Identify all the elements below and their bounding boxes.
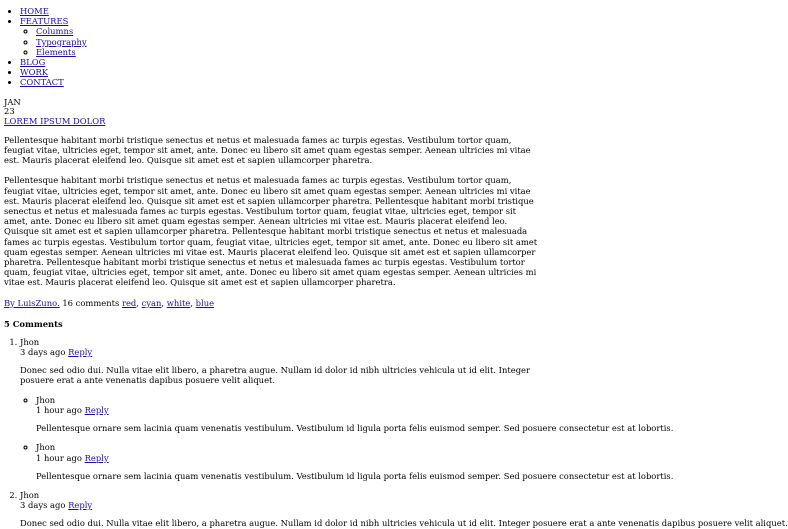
reply-link[interactable]: Reply (84, 452, 109, 463)
post-date (4, 98, 540, 116)
comment-text: Donec sed odio dui. Nulla vitae elit libero, a pharetra augue. Nullam id dolor id nibh ultricies vehicula ut id elit. Integer posuere erat a ante venenatis dapibus posuere velit aliquet. (20, 365, 531, 386)
nav-item-contact (20, 77, 540, 87)
replies-list (20, 394, 674, 481)
post-date-month: JAN (4, 96, 21, 107)
reply-author: ◦ Jhon (36, 394, 56, 405)
tag-link-cyan[interactable]: cyan (141, 297, 162, 308)
nav-item-blog (20, 57, 540, 67)
tag-link-red[interactable]: red (121, 297, 137, 308)
reply-item (36, 394, 674, 434)
nav-link-elements[interactable]: Elements (36, 46, 76, 57)
tag-link-blue[interactable]: blue (195, 297, 215, 308)
reply-time: 1 hour ago (36, 404, 82, 415)
comments-count: 16 comments (62, 297, 120, 308)
comment-author: 2. Jhon (20, 489, 40, 500)
comment-text: Donec sed odio dui. Nulla vitae elit libero, a pharetra augue. Nullam id dolor id nibh ultricies vehicula ut id elit. Integer posuere erat a ante venenatis dapibus posuere velit aliquet. (20, 518, 788, 529)
nav-link-contact[interactable]: CONTACT (20, 77, 64, 88)
author-link[interactable]: By LuisZuno. (4, 297, 60, 308)
tag-link-white[interactable]: white (166, 297, 191, 308)
submenu-item-columns (36, 26, 540, 36)
reply-author: ◦ Jhon (36, 442, 56, 453)
nav-link-features[interactable]: FEATURES (20, 16, 69, 27)
post-date-day: 23 (4, 105, 15, 116)
reply-text: Pellentesque ornare sem lacinia quam venenatis vestibulum. Vestibulum id ligula porta felis euismod semper. Sed posuere consectetur est at lobortis. (36, 470, 674, 481)
nav-link-home[interactable]: HOME (20, 6, 49, 16)
nav-item-features (20, 16, 540, 57)
submenu-item-elements (36, 47, 540, 57)
comment-time: 3 days ago (20, 500, 66, 511)
nav-item-home (20, 6, 540, 16)
comment-author: 1. Jhon (20, 336, 40, 347)
submenu-item-typography (36, 37, 540, 47)
reply-text: Pellentesque ornare sem lacinia quam venenatis vestibulum. Vestibulum id ligula porta felis euismod semper. Sed posuere consectetur est at lobortis. (36, 423, 674, 434)
reply-item (36, 442, 674, 481)
comment-time: 3 days ago (20, 347, 66, 358)
comment-item (20, 336, 674, 481)
reply-meta (36, 405, 540, 415)
comments-heading: 5 Comments (4, 318, 63, 329)
reply-time: 1 hour ago (36, 452, 82, 463)
post-title-link[interactable]: LOREM IPSUM DOLOR (4, 115, 106, 126)
features-submenu (20, 26, 540, 57)
nav-link-blog[interactable]: BLOG (20, 57, 46, 68)
post-meta: By LuisZuno. 16 comments red, cyan, white, blue (4, 297, 215, 308)
comment-meta (20, 347, 540, 357)
comment-meta (20, 500, 540, 510)
nav-link-typography[interactable]: Typography (36, 36, 87, 47)
reply-link[interactable]: Reply (68, 347, 93, 358)
reply-meta (36, 453, 540, 463)
nav-link-work[interactable]: WORK (20, 67, 49, 78)
reply-link[interactable]: Reply (68, 500, 93, 511)
comment-item (20, 489, 788, 529)
post-paragraph-1: Pellentesque habitant morbi tristique senectus et netus et malesuada fames ac turpis egestas. Vestibulum tortor quam, feugiat vitae, ultricies eget, tempor sit amet, ante. Donec eu libero sit amet quam egestas semper. Aenean ultricies mi vitae est. Mauris placerat eleifend leo. Quisque sit amet est et sapien ullamcorper pharetra. (4, 134, 531, 166)
comments-list (4, 336, 788, 529)
post-paragraph-2: Pellentesque habitant morbi tristique senectus et netus et malesuada fames ac turpis egestas. Vestibulum tortor quam, feugiat vitae, ultricies eget, tempor sit amet, ante. Donec eu libero sit amet quam egestas semper. Aenean ultricies mi vitae est. Mauris placerat eleifend leo. Quisque sit amet est et sapien ullamcorper pharetra. Pellentesque habitant morbi tristique senectus et netus et malesuada fames ac turpis egestas. Vestibulum tortor quam, feugiat vitae, ultricies eget, tempor sit amet, ante. Donec eu libero sit amet quam egestas semper. Aenean ultricies mi vitae est. Mauris placerat eleifend leo. Quisque sit amet est et sapien ullamcorper pharetra. Pellentesque habitant morbi tristique senectus et netus et malesuada fames ac turpis egestas. Vestibulum tortor quam, feugiat vitae, ultricies eget, tempor sit amet, ante. Donec eu libero sit amet quam egestas semper. Aenean ultricies mi vitae est. Mauris placerat eleifend leo. Quisque sit amet est et sapien ullamcorper pharetra. Pellentesque habitant morbi tristique senectus et netus et malesuada fames ac turpis egestas. Vestibulum tortor quam, feugiat vitae, ultricies eget, tempor sit amet, ante. Donec eu libero sit amet quam egestas semper. Aenean ultricies mi vitae est. Mauris placerat eleifend leo. Quisque sit amet est et sapien ullamcorper pharetra. (4, 175, 538, 288)
main-nav (4, 6, 540, 88)
nav-link-columns[interactable]: Columns (36, 26, 74, 37)
reply-link[interactable]: Reply (84, 404, 109, 415)
nav-item-work (20, 67, 540, 77)
